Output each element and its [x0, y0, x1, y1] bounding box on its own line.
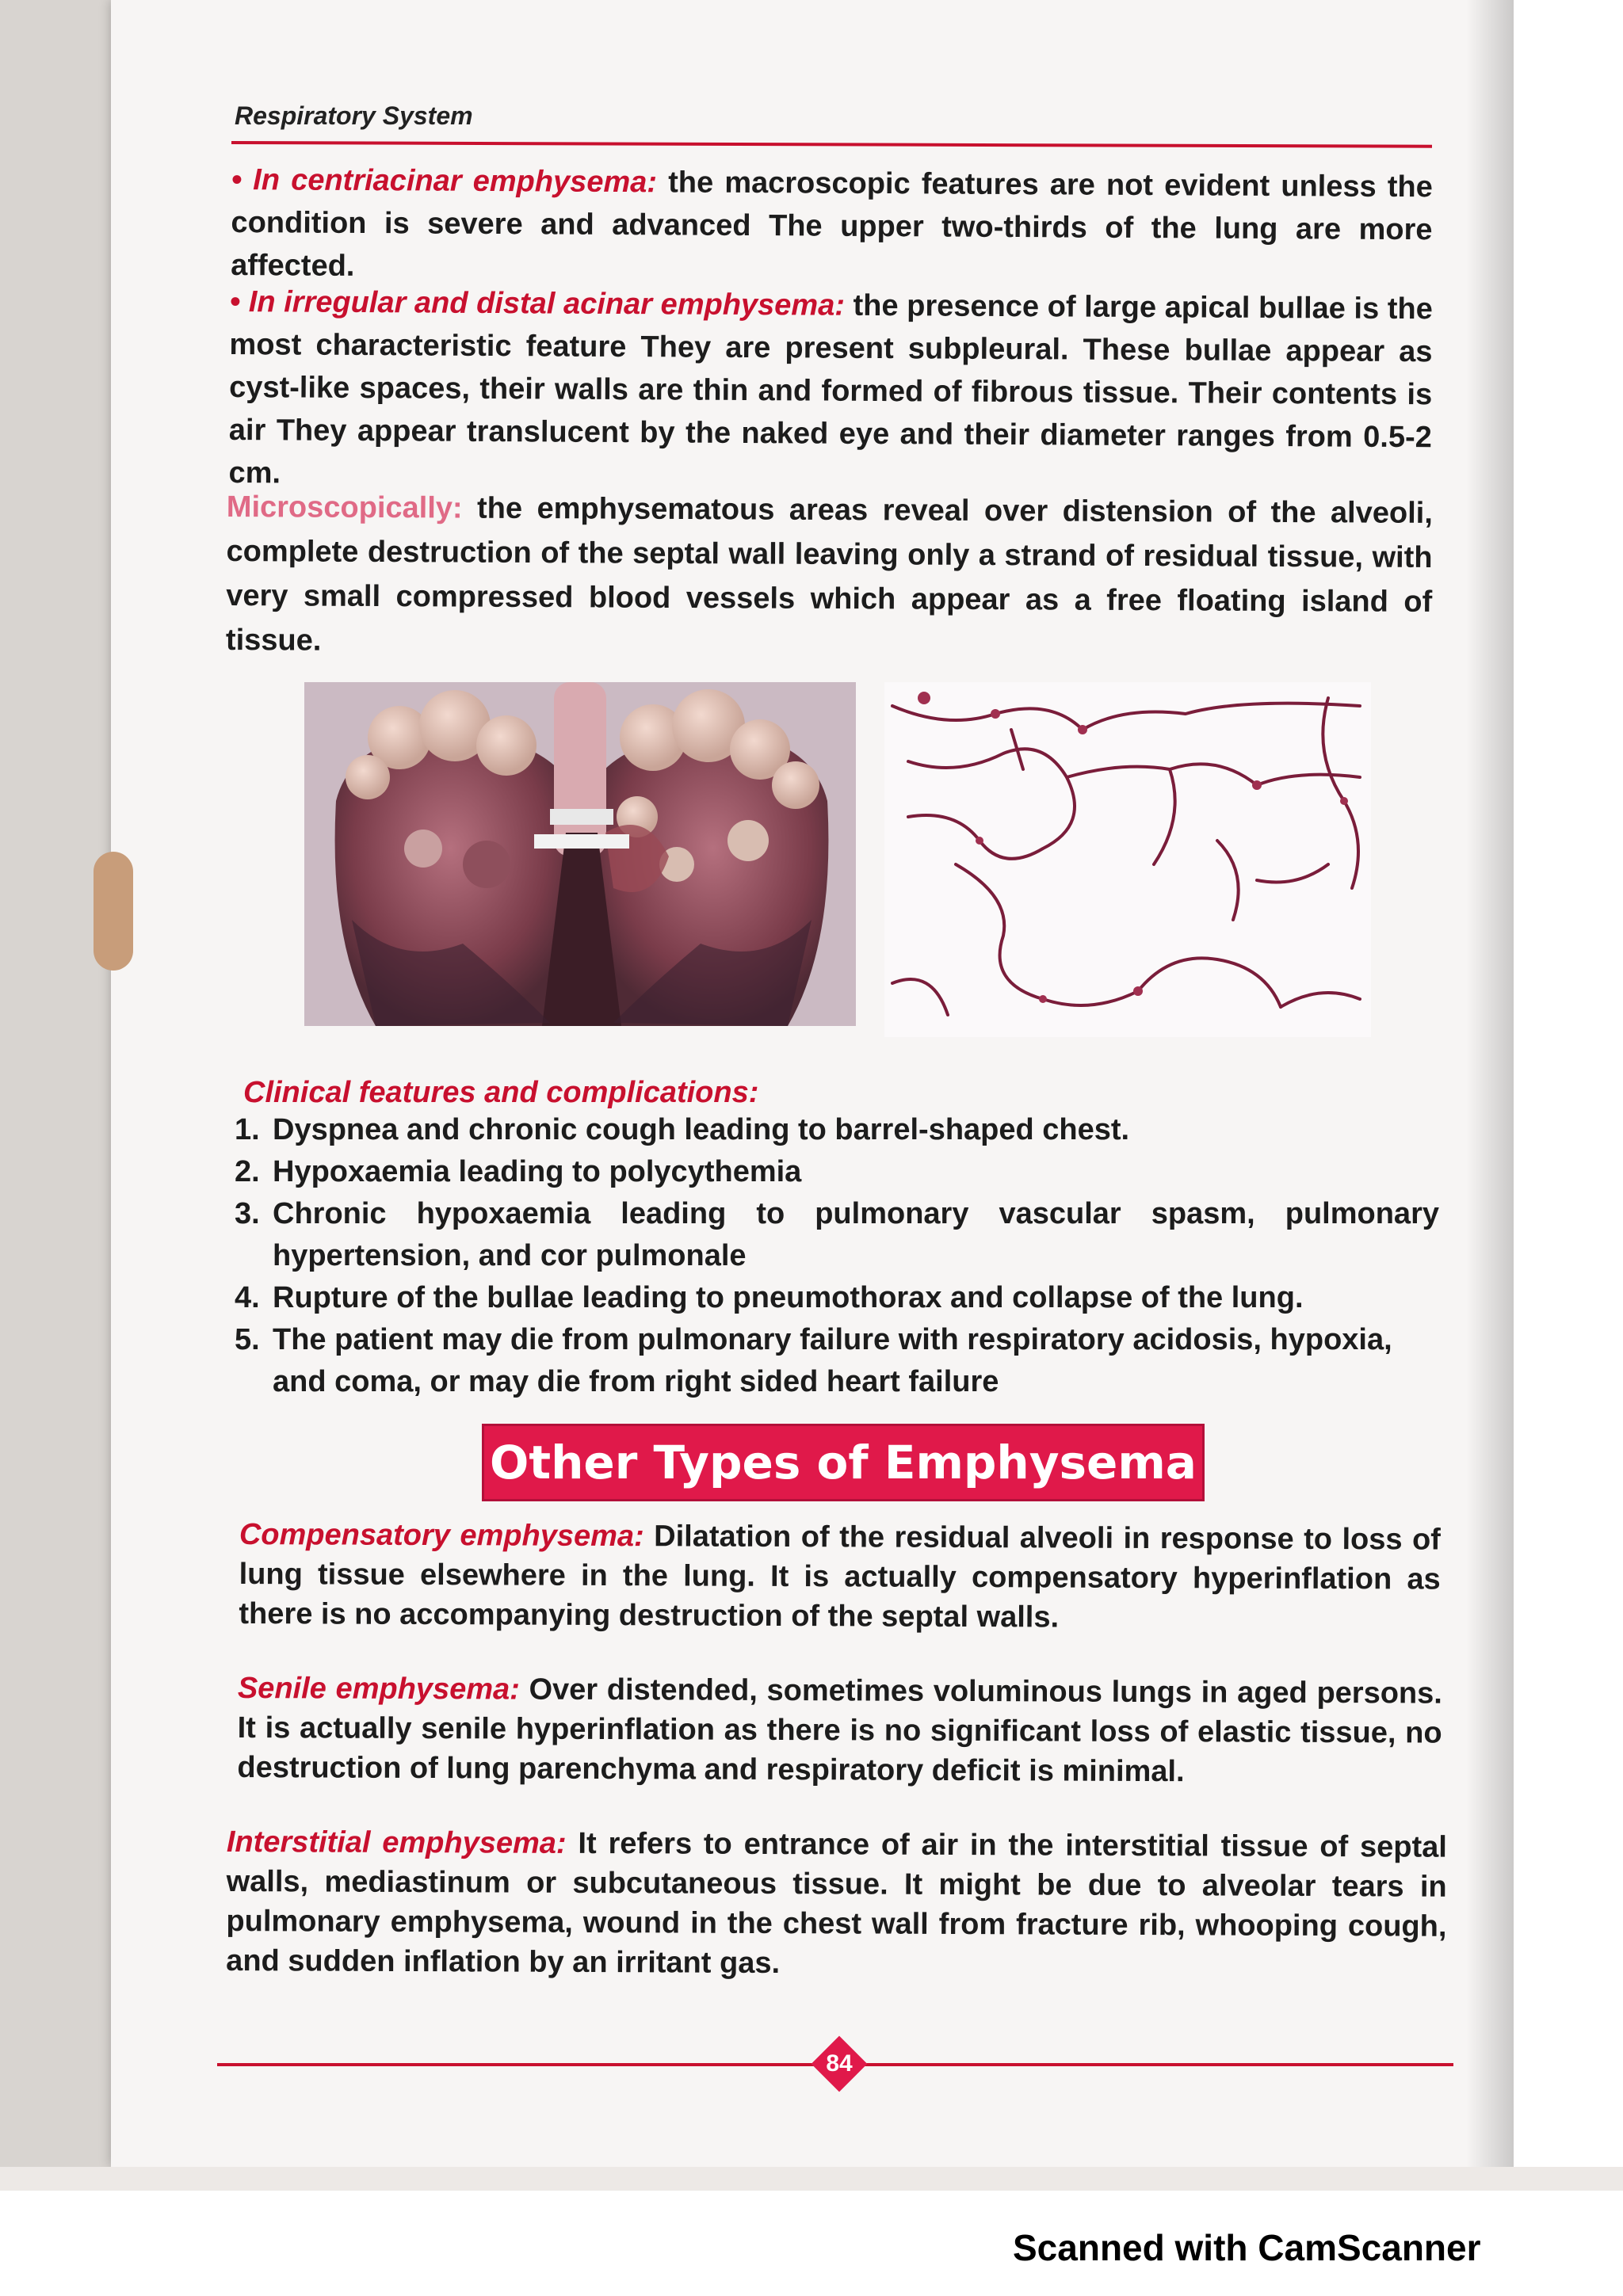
list-item: 1. Dyspnea and chronic cough leading to barrel-shaped chest. — [235, 1113, 1130, 1146]
term-senile: Senile emphysema: — [237, 1672, 520, 1707]
list-item: 4. Rupture of the bullae leading to pneumothorax and collapse of the lung. — [235, 1281, 1304, 1314]
list-item: 3. Chronic hypoxaemia leading to pulmonary vascular spasm, pulmonary hypertension, and cor pulmonale — [235, 1197, 1439, 1272]
paragraph-compensatory — [239, 1515, 1441, 1639]
term-microscopically: Microscopically: — [226, 490, 463, 525]
paragraph-interstitial — [226, 1822, 1447, 1986]
term-interstitial: Interstitial emphysema: — [226, 1825, 567, 1860]
term-irregular-acinar: • In irregular and distal acinar emphysema: — [229, 284, 846, 322]
list-item: 5. The patient may die from pulmonary failure with respiratory acidosis, hypoxia, and coma, or may die from right sided heart failure — [235, 1323, 1392, 1398]
text-interstitial: It refers to entrance of air in the interstitial tissue of septal walls, mediastinum or subcutaneous tissue. It might be due to alveolar tears in pulmonary emphysema, wound in the chest wall from fracture rib, whooping cough, and sudden inflation by an irritant gas. — [226, 1826, 1447, 1981]
scanner-watermark: Scanned with CamScanner — [1013, 2227, 1481, 2268]
text-microscopically: the emphysematous areas reveal over distension of the alveoli, complete destruction of the septal wall leaving only a strand of residual tissue, with very small compressed blood vessels which appear as a free floating island of tissue. — [225, 491, 1433, 658]
term-centriacinar: • In centriacinar emphysema: — [231, 162, 658, 200]
lung-micrograph-image — [884, 682, 1371, 1037]
clinical-features-heading: Clinical features and complications: — [243, 1076, 759, 1109]
text-irregular-acinar: the presence of large apical bullae is the most characteristic feature They are present subpleural. These bullae appear as cyst-like spaces, their walls are thin and formed of fibrous tissue. Their contents is air They appear translucent by the naked eye and their diameter ranges from 0.5-2 cm. — [228, 288, 1433, 490]
paragraph-irregular-acinar — [228, 280, 1433, 502]
term-compensatory: Compensatory emphysema: — [239, 1518, 644, 1554]
lung-gross-specimen-image — [304, 682, 856, 1026]
text-compensatory: Dilatation of the residual alveoli in response to loss of lung tissue elsewhere in the lung. It is actually compensatory hyperinflation as there is no accompanying destruction of the septal walls. — [239, 1520, 1441, 1634]
running-header: Respiratory System — [235, 101, 473, 130]
text-senile: Over distended, sometimes voluminous lungs in aged persons. It is actually senile hyperinflation as there is no significant loss of elastic tissue, no destruction of lung parenchyma and respiratory deficit is minimal. — [237, 1672, 1442, 1789]
paragraph-centriacinar — [231, 158, 1433, 294]
clinical-features-list — [235, 1109, 1439, 1403]
paragraph-microscopically — [226, 485, 1433, 669]
other-types-banner — [482, 1424, 1205, 1501]
finger-edge — [94, 852, 133, 971]
text-centriacinar: the macroscopic features are not evident unless the condition is severe and advanced The upper two-thirds of the lung are more affected. — [231, 166, 1433, 283]
banner-title: Other Types of Emphysema — [490, 1436, 1197, 1489]
paragraph-senile — [237, 1669, 1442, 1793]
page-number: 84 — [826, 2050, 853, 2077]
list-item: 2. Hypoxaemia leading to polycythemia — [235, 1155, 802, 1188]
scan-margin-right — [1514, 0, 1623, 2296]
page-fold-shadow — [1466, 0, 1514, 2167]
